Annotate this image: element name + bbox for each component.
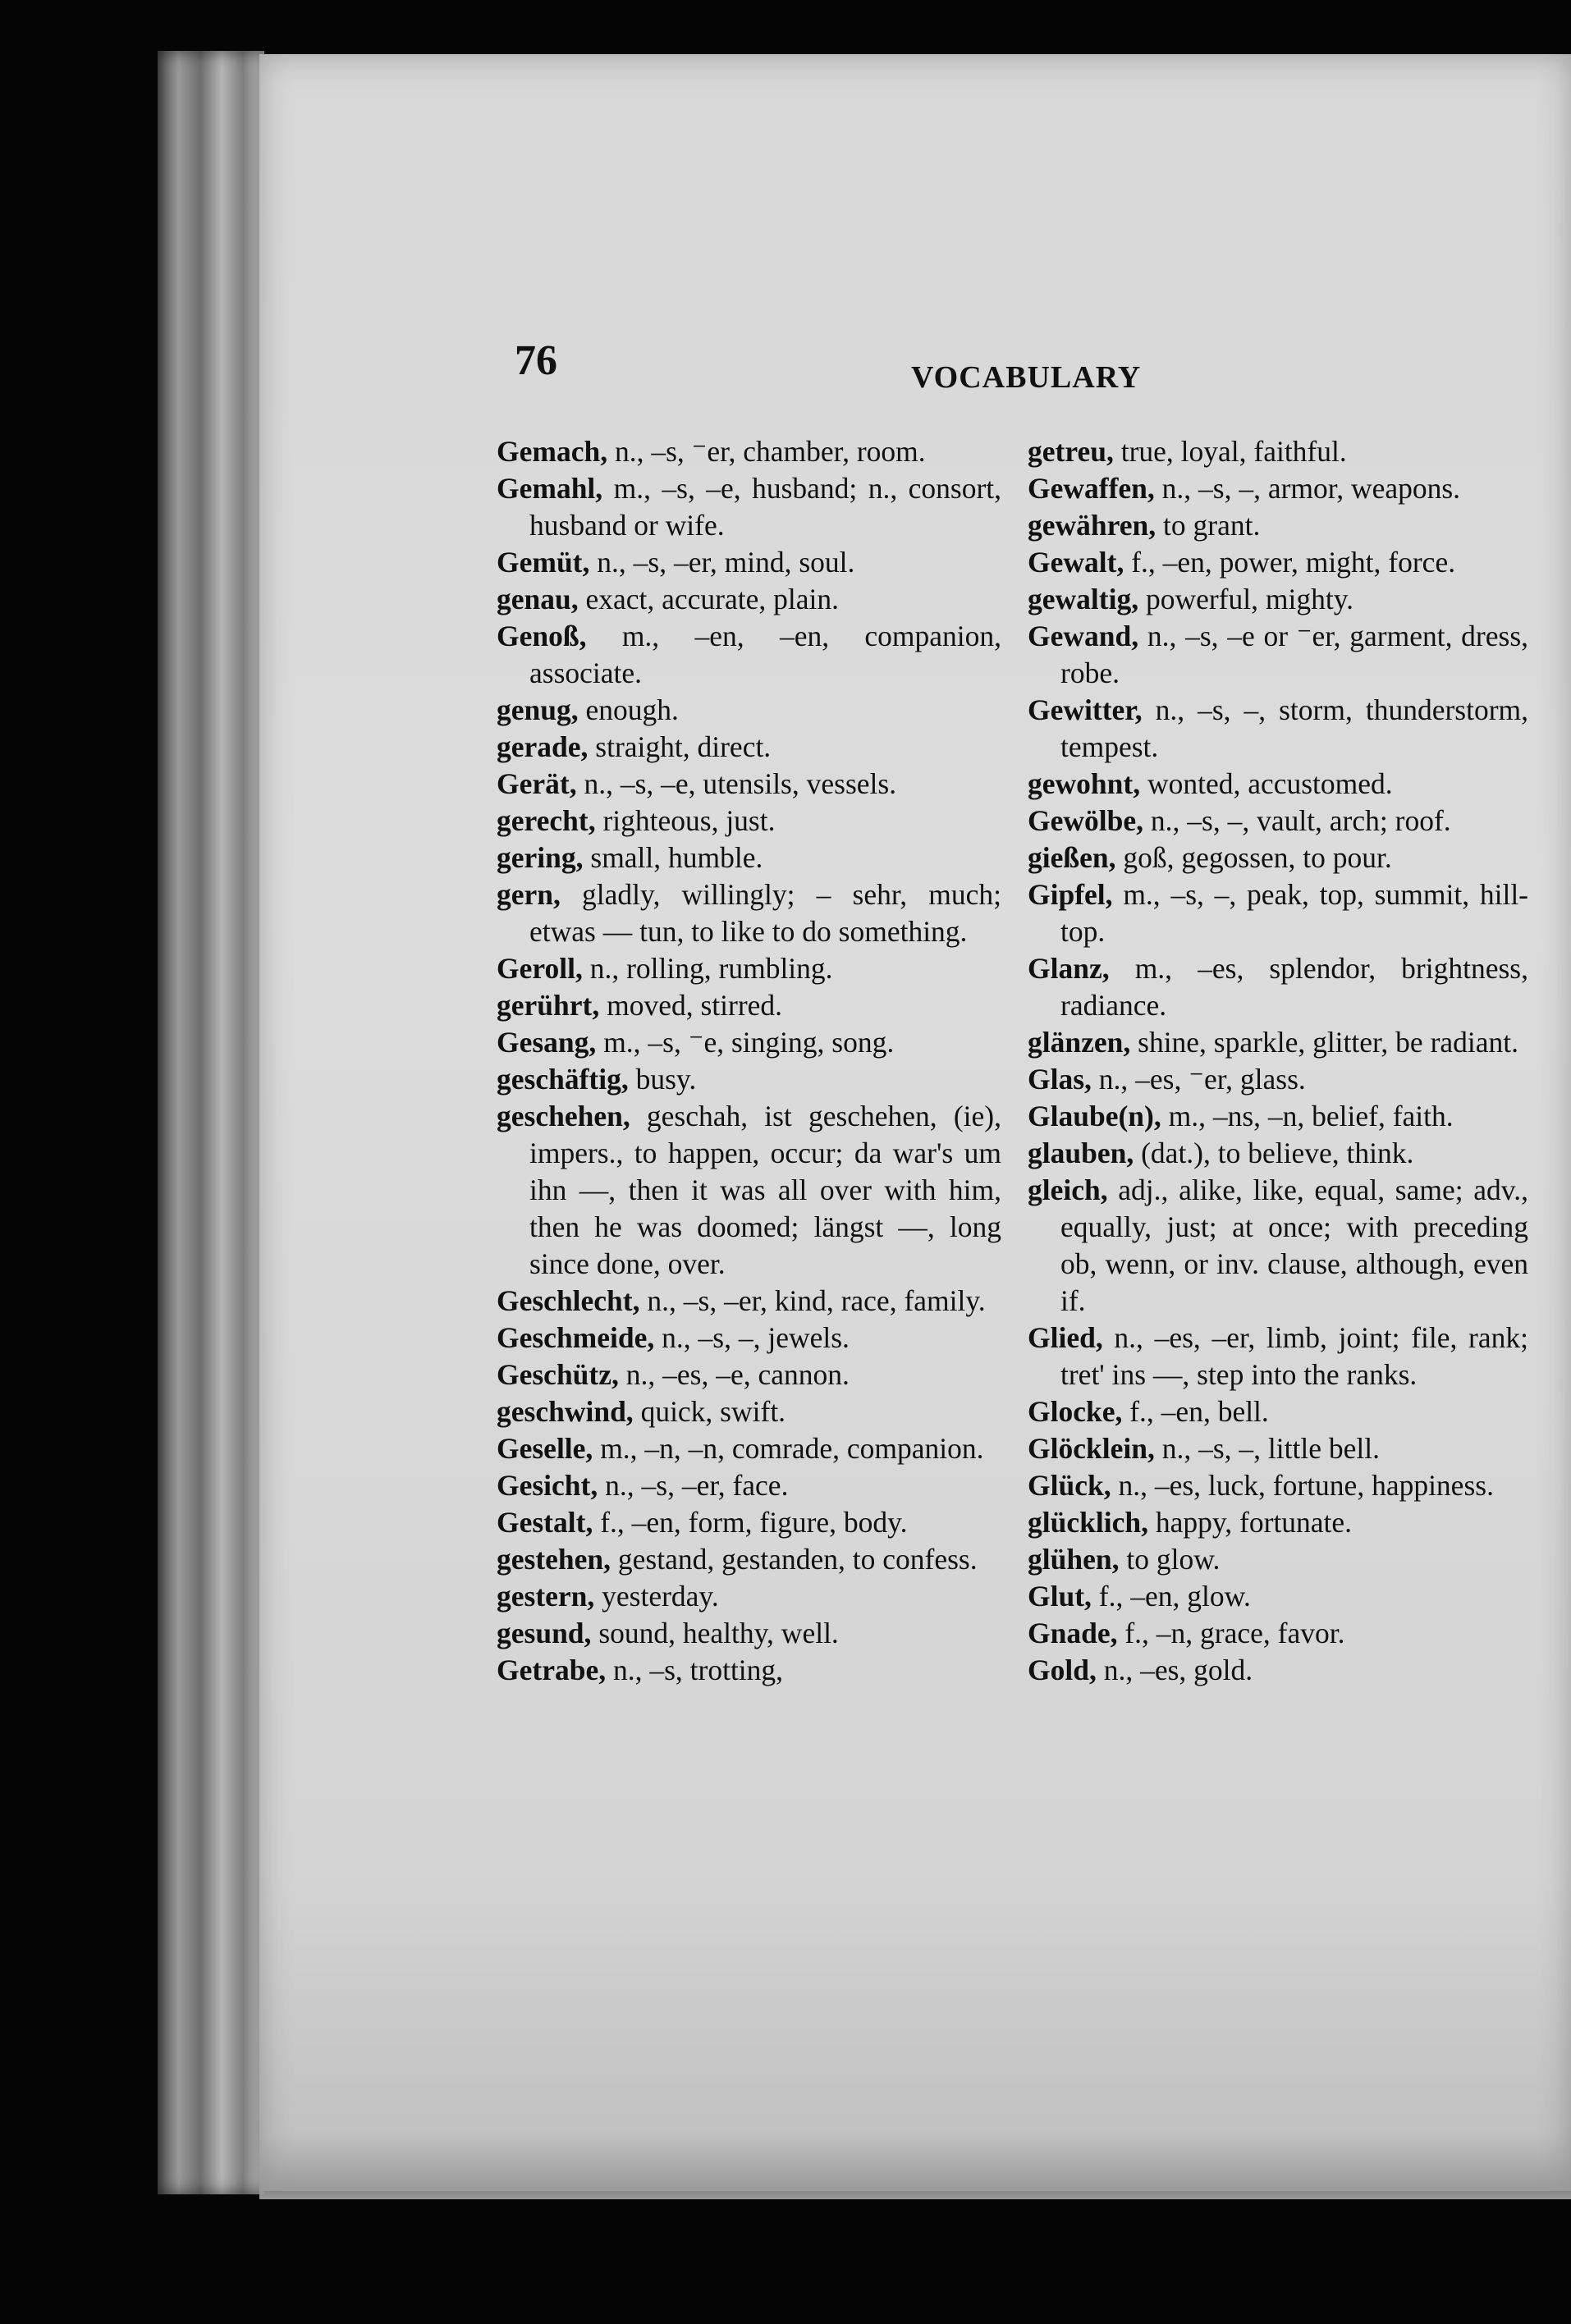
entry-definition: n., –es, luck, fortune, happiness. (1118, 1469, 1494, 1502)
entry-headword: glücklich, (1028, 1506, 1148, 1539)
entry-headword: Gemach, (497, 435, 608, 468)
entry-headword: Geroll, (497, 952, 583, 985)
entry-definition: n., –s, –e, utensils, vessels. (584, 767, 897, 800)
vocabulary-entry (497, 470, 1001, 544)
vocabulary-entry (1028, 766, 1528, 803)
entry-headword: genau, (497, 583, 579, 615)
vocabulary-entry (1028, 839, 1528, 876)
entry-definition: true, loyal, faithful. (1120, 435, 1347, 468)
vocabulary-entry (1028, 692, 1528, 766)
entry-definition: m., –ns, –n, belief, faith. (1168, 1100, 1454, 1132)
entry-headword: gewähren, (1028, 509, 1156, 542)
entry-headword: gerecht, (497, 804, 596, 837)
entry-definition: f., –n, grace, favor. (1124, 1617, 1345, 1649)
entry-definition: wonted, accustomed. (1147, 767, 1393, 800)
entry-headword: geschäftig, (497, 1063, 629, 1096)
entry-definition: gestand, gestanden, to confess. (617, 1543, 978, 1576)
vocabulary-entry (1028, 1061, 1528, 1098)
vocabulary-entry (497, 544, 1001, 581)
entry-headword: Glaube(n), (1028, 1100, 1161, 1132)
vocabulary-entry (1028, 1320, 1528, 1393)
entry-headword: glühen, (1028, 1543, 1120, 1576)
entry-headword: geschehen, (497, 1100, 630, 1132)
vocabulary-entry (1028, 1430, 1528, 1467)
entry-definition: n., –s, –, storm, thunderstorm, tempest. (1060, 693, 1529, 763)
entry-definition: n., –s, –, armor, weapons. (1161, 472, 1461, 505)
entry-definition: n., –es, ⁻er, glass. (1098, 1063, 1306, 1096)
vocabulary-entry (497, 1430, 1001, 1467)
entry-headword: Gewalt, (1028, 546, 1124, 579)
entry-headword: gestehen, (497, 1543, 611, 1576)
vocabulary-entry (1028, 433, 1528, 470)
vocabulary-entry (1028, 1024, 1528, 1061)
entry-headword: Gerät, (497, 767, 577, 800)
entry-definition: n., –s, –, vault, arch; roof. (1150, 804, 1451, 837)
entry-headword: Glas, (1028, 1063, 1092, 1096)
entry-definition: n., –s, –er, mind, soul. (597, 546, 855, 579)
vocabulary-entry (1028, 1541, 1528, 1578)
vocabulary-entry (1028, 1172, 1528, 1320)
vocabulary-entry (1028, 1098, 1528, 1135)
vocabulary-entry (1028, 1135, 1528, 1172)
vocabulary-entry (1028, 1467, 1528, 1504)
entry-headword: Glanz, (1028, 952, 1110, 985)
vocabulary-entry (497, 803, 1001, 839)
entry-headword: Gemahl, (497, 472, 603, 505)
vocabulary-entry (1028, 507, 1528, 544)
entry-definition: sound, healthy, well. (598, 1617, 839, 1649)
vocabulary-entry (497, 1541, 1001, 1578)
entry-headword: Gnade, (1028, 1617, 1118, 1649)
entry-definition: n., rolling, rumbling. (589, 952, 833, 985)
entry-definition: n., –s, –e or ⁻er, garment, dress, robe. (1060, 620, 1529, 689)
entry-definition: quick, swift. (640, 1395, 786, 1428)
entry-definition: m., –en, –en, companion, associate. (529, 620, 1002, 689)
entry-definition: yesterday. (602, 1580, 719, 1613)
entry-definition: n., –es, –er, limb, joint; file, rank; tret' ins —, step into the ranks. (1060, 1321, 1528, 1391)
entry-definition: m., –s, –, peak, top, summit, hill-top. (1060, 878, 1529, 948)
entry-headword: Gewölbe, (1028, 804, 1143, 837)
entry-definition: to glow. (1126, 1543, 1221, 1576)
entry-headword: Gestalt, (497, 1506, 593, 1539)
entry-definition: f., –en, glow. (1098, 1580, 1251, 1613)
entry-headword: Geselle, (497, 1432, 593, 1465)
vocabulary-entry (497, 1615, 1001, 1652)
vocabulary-entry (497, 1320, 1001, 1356)
running-head: VOCABULARY (911, 360, 1142, 395)
entry-definition: adj., alike, like, equal, same; adv., equally, just; at once; with preceding ob, wenn, or inv. clause, although, even if. (1060, 1173, 1528, 1317)
vocabulary-entry (1028, 1652, 1528, 1689)
entry-definition: enough. (585, 693, 679, 726)
vocabulary-entry (1028, 470, 1528, 507)
entry-definition: happy, fortunate. (1155, 1506, 1353, 1539)
entry-definition: busy. (635, 1063, 697, 1096)
vocabulary-entry (497, 950, 1001, 987)
entry-definition: n., –s, –er, kind, race, family. (647, 1284, 986, 1317)
entry-headword: getreu, (1028, 435, 1114, 468)
vocabulary-entry (497, 876, 1001, 950)
entry-definition: n., –s, –, jewels. (662, 1321, 850, 1354)
entry-definition: n., –s, ⁻er, chamber, room. (614, 435, 926, 468)
entry-headword: gerade, (497, 730, 589, 763)
vocabulary-entry (1028, 1504, 1528, 1541)
entry-definition: m., –n, –n, comrade, companion. (600, 1432, 984, 1465)
entry-definition: f., –en, bell. (1129, 1395, 1269, 1428)
entry-definition: goß, gegossen, to pour. (1123, 841, 1392, 874)
entry-headword: gestern, (497, 1580, 595, 1613)
left-column (497, 433, 1001, 1689)
entry-definition: f., –en, power, might, force. (1131, 546, 1456, 579)
entry-headword: Geschütz, (497, 1358, 619, 1391)
vocabulary-entry (497, 1283, 1001, 1320)
entry-definition: n., –es, –e, cannon. (625, 1358, 850, 1391)
vocabulary-entry (497, 1061, 1001, 1098)
entry-headword: Gewand, (1028, 620, 1139, 652)
vocabulary-entry (497, 729, 1001, 766)
entry-headword: gern, (497, 878, 561, 911)
entry-headword: gewohnt, (1028, 767, 1141, 800)
vocabulary-entry (497, 1504, 1001, 1541)
entry-headword: Gewaffen, (1028, 472, 1155, 505)
page-bottom-shadow (259, 2134, 1571, 2199)
entry-definition: n., –s, trotting, (612, 1654, 784, 1686)
entry-definition: n., –es, gold. (1103, 1654, 1253, 1686)
entry-headword: Gesicht, (497, 1469, 598, 1502)
entry-definition: gladly, willingly; – sehr, much; etwas — tun, to like to do something. (529, 878, 1002, 948)
entry-headword: gering, (497, 841, 584, 874)
book-spine-edge (158, 51, 264, 2194)
entry-headword: Gewitter, (1028, 693, 1143, 726)
vocabulary-entry (497, 618, 1001, 692)
entry-headword: Geschlecht, (497, 1284, 640, 1317)
entry-headword: Gesang, (497, 1026, 597, 1059)
entry-headword: gerührt, (497, 989, 600, 1022)
entry-headword: Genoß, (497, 620, 587, 652)
entry-definition: (dat.), to believe, think. (1141, 1137, 1414, 1169)
entry-headword: Glut, (1028, 1580, 1092, 1613)
vocabulary-entry (497, 766, 1001, 803)
entry-headword: gewaltig, (1028, 583, 1139, 615)
entry-headword: gleich, (1028, 1173, 1108, 1206)
vocabulary-entry (497, 692, 1001, 729)
entry-headword: genug, (497, 693, 579, 726)
vocabulary-entry (1028, 618, 1528, 692)
entry-definition: to grant. (1163, 509, 1261, 542)
entry-headword: glänzen, (1028, 1026, 1131, 1059)
entry-definition: straight, direct. (595, 730, 772, 763)
right-column (1028, 433, 1528, 1689)
entry-headword: geschwind, (497, 1395, 634, 1428)
vocabulary-entry (497, 581, 1001, 618)
vocabulary-entry (497, 1098, 1001, 1283)
entry-headword: Glöcklein, (1028, 1432, 1155, 1465)
entry-definition: exact, accurate, plain. (585, 583, 839, 615)
entry-definition: powerful, mighty. (1145, 583, 1354, 615)
entry-definition: shine, sparkle, glitter, be radiant. (1138, 1026, 1518, 1059)
entry-definition: small, humble. (590, 841, 763, 874)
entry-definition: righteous, just. (602, 804, 776, 837)
vocabulary-entry (1028, 581, 1528, 618)
entry-definition: m., –s, –e, husband; n., consort, husband or wife. (529, 472, 1001, 542)
entry-definition: m., –es, splendor, brightness, radiance. (1060, 952, 1528, 1022)
entry-headword: Glück, (1028, 1469, 1111, 1502)
entry-definition: f., –en, form, figure, body. (600, 1506, 908, 1539)
vocabulary-entry (497, 1467, 1001, 1504)
entry-definition: m., –s, ⁻e, singing, song. (603, 1026, 895, 1059)
entry-headword: gießen, (1028, 841, 1116, 874)
entry-definition: n., –s, –, little bell. (1161, 1432, 1380, 1465)
vocabulary-entry (497, 839, 1001, 876)
entry-definition: n., –s, –er, face. (605, 1469, 789, 1502)
vocabulary-entry (497, 1356, 1001, 1393)
entry-headword: gesund, (497, 1617, 592, 1649)
vocabulary-entry (1028, 1578, 1528, 1615)
entry-definition: geschah, ist geschehen, (ie), impers., to happen, occur; da war's um ihn —, then it was all over with him, then he was doomed; längst —, long since done, over. (529, 1100, 1001, 1280)
vocabulary-entry (1028, 1393, 1528, 1430)
vocabulary-entry (1028, 803, 1528, 839)
vocabulary-entry (1028, 544, 1528, 581)
vocabulary-entry (497, 1024, 1001, 1061)
entry-headword: Glied, (1028, 1321, 1103, 1354)
entry-headword: Geschmeide, (497, 1321, 655, 1354)
entry-headword: Gold, (1028, 1654, 1097, 1686)
vocabulary-entry (1028, 876, 1528, 950)
vocabulary-entry (497, 1652, 1001, 1689)
vocabulary-entry (497, 987, 1001, 1024)
entry-headword: Getrabe, (497, 1654, 607, 1686)
entry-definition: moved, stirred. (607, 989, 783, 1022)
entry-headword: Gipfel, (1028, 878, 1113, 911)
entry-headword: Glocke, (1028, 1395, 1123, 1428)
vocabulary-entry (1028, 1615, 1528, 1652)
vocabulary-entry (497, 1578, 1001, 1615)
vocabulary-entry (1028, 950, 1528, 1024)
page-number: 76 (515, 337, 557, 384)
vocabulary-entry (497, 1393, 1001, 1430)
vocabulary-entry (497, 433, 1001, 470)
entry-headword: Gemüt, (497, 546, 590, 579)
entry-headword: glauben, (1028, 1137, 1134, 1169)
